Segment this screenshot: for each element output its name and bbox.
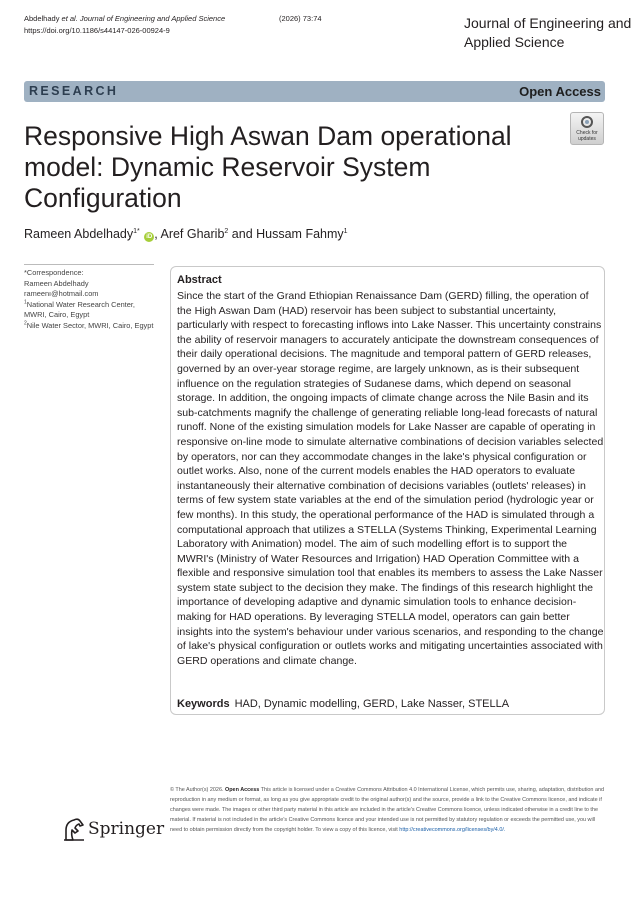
license-body: This article is licensed under a Creative Commons Attribution 4.0 International License, which permits use, sharing, adaptation, distribution and reproduction in any medium or format, as long as you give appropriate credit to the original author(s) and the source, provide a link to the Creative Commons licence, and indicate if changes were made. The images or other third party material in this article are included in the article's Creative Commons licence, unless indicated otherwise in a credit line to the material. If material is not included in the article's Creative Commons licence and your intended use is not permitted by statutory regulation or exceeds the permitted use, you will need to obtain permission directly from the copyright holder. To view a copy of this licence, visit (170, 787, 605, 834)
publisher-logo (62, 816, 165, 844)
affiliation-number: 2 (24, 320, 27, 327)
correspondence-name: Rameen Abdelhady (24, 278, 89, 288)
citation-authors: Abdelhady (24, 14, 60, 23)
affiliation-item (24, 321, 154, 332)
affiliation-number: 1 (24, 299, 27, 306)
keywords-text: HAD, Dynamic modelling, GERD, Lake Nasser, STELLA (234, 698, 510, 710)
keywords-label: Keywords (177, 698, 230, 710)
journal-name: Journal of Engineering and Applied Science (464, 15, 632, 50)
updates-badge-text: Check for updates (576, 130, 598, 142)
affiliation-text: Nile Water Sector, MWRI, Cairo, Egypt (26, 320, 154, 330)
article-title: Responsive High Aswan Dam operational model: Dynamic Reservoir System Configuration (24, 121, 512, 213)
author-name[interactable]: Rameen Abdelhady (24, 227, 134, 241)
correspondence-email[interactable]: rameenı@hotmail.com (24, 289, 99, 299)
check-for-updates-icon[interactable] (570, 112, 604, 145)
affiliation-item (24, 300, 154, 321)
abstract-text: Since the start of the Grand Ethiopian Renaissance Dam (GERD) filling, the operation of the High Aswan Dam (HAD) reservoir has been subject to substantial uncertainty, particularly with respect to forecasting inflows into Lake Nasser. This uncertainty constrains the ability of reservoir managers to accurately anticipate the downstream consequences of their daily operational decisions. The magnitude and temporal pattern of GERD releases, governed by an over-year storage regime, are largely unknown, as is their subsequent influence on the regulation strategies of Sudanese dams, which depend on seasonal storage. In addition, the ongoing impacts of climate change across the Nile Basin and its sub-catchments magnify the challenge of generating reliable long-lead forecasts of natural runoff. None of the existing simulation models for Lake Nasser are capable of operating in responsive on-line mode to simulate alternative combinations of decision variables selected by operators, nor can they accommodate changes in the lake's physical configuration or outlet works. Also, none of the current models enables the HAD operators to evaluate instantaneously their alternative combination of decisions variables (outlets' releases) in terms of few system state variables at the end of the simulation period (hydrologic year or few months). In this study, the operational performance of the HAD is simulated through a computational approach that utilizes a STELLA (Systems Thinking, Experimental Learning Laboratory with Animation) model. The aim of such modelling effort is to support the MWRI's (Ministry of Water Resources and Irrigation) HAD Operation Committee with a flexible and responsive simulation tool that enables its members to assess the Lake Nasser system state subject to the decision they make. The findings of this research highlight the importance of developing adaptive and dynamic simulation tools to enhance decision-making for HAD operations. By leveraging STELLA model, operators can gain better insights into the system's behaviour under various scenarios, and responding to the change of lake's physical configuration or outlets works and mitigating uncertainties associated with GERD operations and climate change. (177, 290, 604, 667)
citation-line (24, 13, 322, 37)
author-superscript: 1* (133, 227, 140, 235)
springer-horse-icon (62, 816, 86, 842)
author-separator: , (154, 227, 161, 241)
orcid-icon[interactable]: iD (146, 234, 153, 240)
keywords-line (177, 697, 509, 711)
affiliation-text: National Water Research Center, MWRI, Cairo, Egypt (24, 299, 135, 320)
license-link[interactable]: http://creativecommons.org/licenses/by/4.0/. (399, 827, 506, 834)
open-access-label: Open Access (519, 84, 601, 99)
doi-link[interactable]: https://doi.org/10.1186/s44147-026-00924-9 (24, 26, 170, 35)
citation-etal: et al. (61, 14, 78, 23)
affiliation-divider (24, 264, 154, 265)
author-name[interactable]: Hussam Fahmy (256, 227, 344, 241)
citation-year-volume: (2026) 73:74 (279, 14, 322, 23)
author-name[interactable]: Aref Gharib (160, 227, 225, 241)
article-type-banner (24, 81, 605, 102)
abstract-heading: Abstract (177, 274, 222, 286)
affiliation-block (24, 268, 154, 332)
copyright-text: © The Author(s) 2026. (170, 787, 224, 793)
publisher-name: Springer (88, 819, 165, 839)
license-notice (170, 785, 606, 835)
correspondence-label: *Correspondence: (24, 268, 84, 277)
article-category: RESEARCH (29, 84, 119, 98)
author-separator: and (228, 227, 257, 241)
citation-journal: Journal of Engineering and Applied Science (79, 14, 226, 23)
citation-text (24, 13, 322, 25)
author-superscript: 1 (343, 227, 348, 235)
author-list (24, 226, 348, 242)
author-superscript: 2 (224, 227, 229, 235)
license-open-access: Open Access (225, 787, 260, 793)
updates-ring-glyph (581, 116, 593, 128)
